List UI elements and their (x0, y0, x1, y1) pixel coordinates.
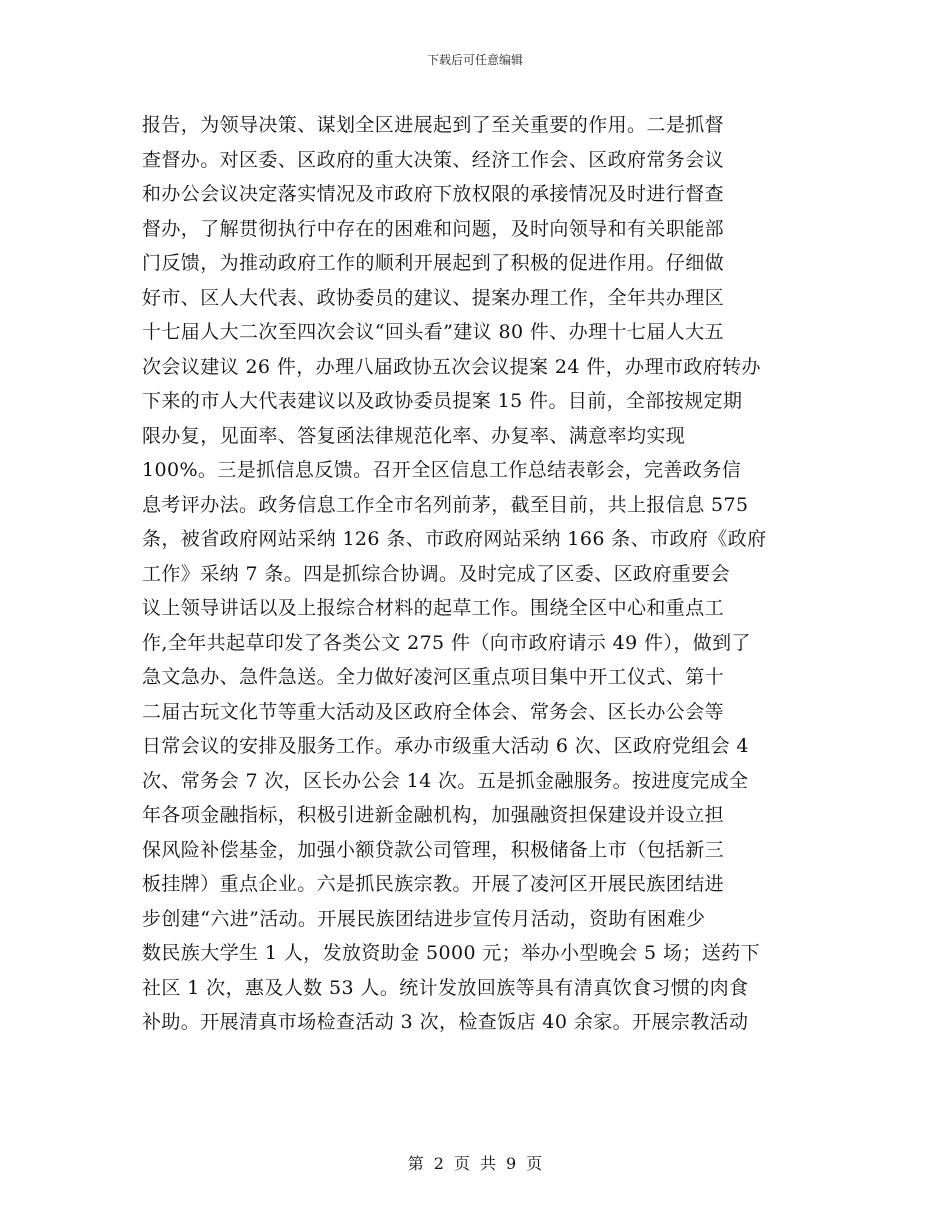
body-line: 二届古玩文化节等重大活动及区政府全体会、常务会、区长办公会等 (142, 700, 725, 723)
page-header (0, 52, 950, 68)
body-line: 100%。三是抓信息反馈。召开全区信息工作总结表彰会，完善政务信 (142, 459, 742, 481)
body-line: 保风险补偿基金，加强小额贷款公司管理，积极储备上市（包括新三 (142, 838, 725, 861)
body-line: 下来的市人大代表建议以及政协委员提案 15 件。目前，全部按规定期 (142, 390, 743, 412)
body-line: 日常会议的安排及服务工作。承办市级重大活动 6 次、区政府党组会 4 (142, 735, 749, 757)
body-line: 十七届人大二次至四次会议“回头看”建议 80 件、办理十七届人大五 (142, 321, 724, 343)
body-line: 督办，了解贯彻执行中存在的困难和问题，及时向领导和有关职能部 (142, 217, 725, 240)
body-line: 次会议建议 26 件，办理八届政协五次会议提案 24 件，办理市政府转办 (142, 355, 761, 378)
footer-current-page: 2 (433, 1154, 444, 1173)
body-line: 报告，为领导决策、谋划全区进展起到了至关重要的作用。二是抓督 (142, 114, 725, 136)
body-line: 板挂牌）重点企业。六是抓民族宗教。开展了凌河区开展民族团结进 (142, 873, 725, 895)
footer-total-pages: 9 (506, 1154, 517, 1173)
body-line: 条，被省政府网站采纳 126 条、市政府网站采纳 166 条、市政府《政府 (142, 528, 767, 550)
body-line: 门反馈，为推动政府工作的顺利开展起到了积极的促进作用。仔细做 (142, 252, 725, 274)
header-note: 下载后可任意编辑 (426, 53, 523, 67)
body-line: 作,全年共起草印发了各类公文 275 件（向市政府请示 49 件），做到了 (142, 631, 751, 654)
document-body (142, 108, 812, 1040)
body-line: 急文急办、急件急送。全力做好凌河区重点项目集中开工仪式、第十 (142, 666, 725, 688)
body-line: 议上领导讲话以及上报综合材料的起草工作。围绕全区中心和重点工 (142, 597, 725, 619)
body-line: 社区 1 次，惠及人数 53 人。统计发放回族等具有清真饮食习惯的肉食 (142, 976, 749, 999)
body-line: 查督办。对区委、区政府的重大决策、经济工作会、区政府常务会议 (142, 148, 725, 171)
body-line: 步创建“六进”活动。开展民族团结进步宣传月活动，资助有困难少 (142, 907, 706, 930)
footer-label-total: 共 (480, 1154, 497, 1173)
body-line: 限办复，见面率、答复函法律规范化率、办复率、满意率均实现 (142, 424, 686, 447)
footer-label-page: 第 (407, 1154, 424, 1173)
body-line: 好市、区人大代表、政协委员的建议、提案办理工作，全年共办理区 (142, 286, 725, 309)
body-line: 补助。开展清真市场检查活动 3 次，检查饭店 40 余家。开展宗教活动 (142, 1011, 749, 1033)
body-line: 数民族大学生 1 人，发放资助金 5000 元；举办小型晚会 5 场；送药下 (142, 942, 760, 964)
footer-label-total-unit: 页 (526, 1154, 543, 1173)
body-line: 次、常务会 7 次，区长办公会 14 次。五是抓金融服务。按进度完成全 (142, 769, 749, 792)
footer-label-page-unit: 页 (453, 1154, 470, 1173)
body-line: 工作》采纳 7 条。四是抓综合协调。及时完成了区委、区政府重要会 (142, 562, 730, 585)
body-line: 年各项金融指标，积极引进新金融机构，加强融资担保建设并设立担 (142, 804, 725, 826)
page-footer (0, 1154, 950, 1174)
body-line: 和办公会议决定落实情况及市政府下放权限的承接情况及时进行督查 (142, 183, 725, 205)
body-line: 息考评办法。政务信息工作全市名列前茅，截至目前，共上报信息 575 (142, 493, 749, 516)
